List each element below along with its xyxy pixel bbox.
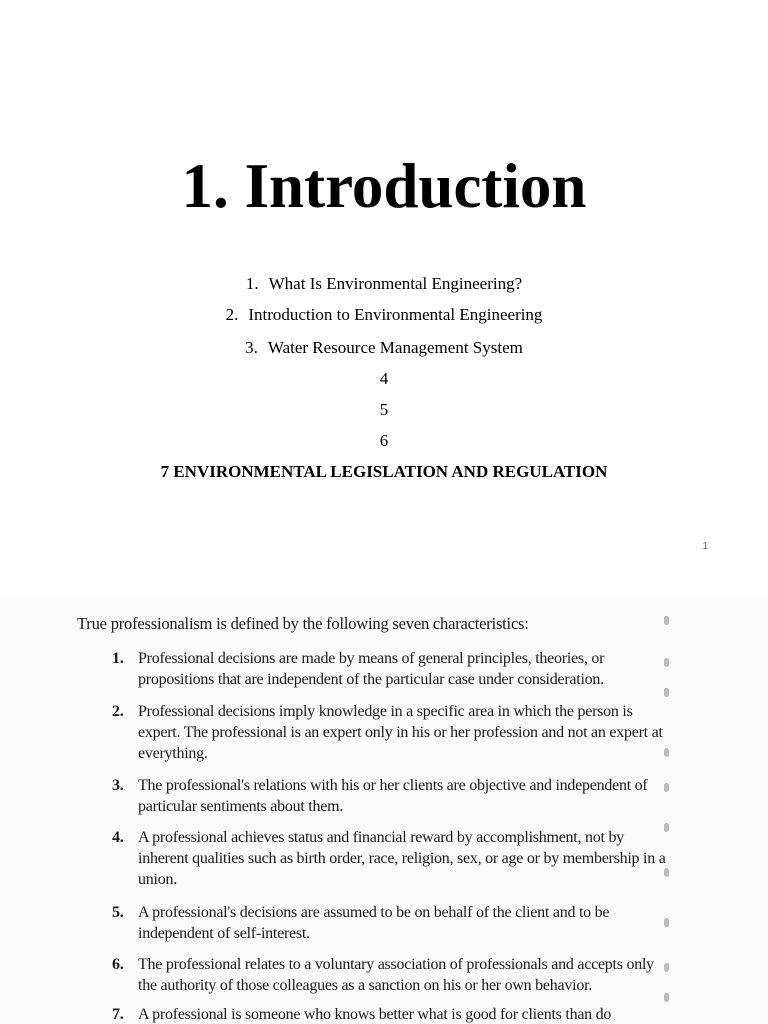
list-item-text: A professional achieves status and financial reward by accomplishment, not by inherent qualities such as birth order, race, religion, sex, or age or by membership in a union. (138, 829, 666, 888)
toc-label: What Is Environmental Engineering? (268, 274, 523, 293)
list-item-number: 5. (112, 904, 124, 921)
list-item-number: 3. (112, 777, 124, 794)
list-item-text: Professional decisions are made by means of general principles, theories, or propositions that are independent of the particular case under consideration. (138, 650, 605, 688)
list-item-text: A professional is someone who knows better what is good for clients than do (138, 1006, 612, 1023)
toc-item (0, 399, 768, 421)
list-item-number: 7. (112, 1006, 124, 1023)
toc-label: Water Resource Management System (267, 338, 523, 357)
list-item (112, 1004, 672, 1024)
list-item (112, 902, 672, 946)
toc-label: 6 (379, 431, 389, 450)
toc-label: 5 (379, 400, 389, 419)
list-item-text: Professional decisions imply knowledge in a specific area in which the person is expert. The professional is an expert only in his or her profession and not an expert at everything. (138, 703, 663, 762)
list-item-number: 6. (112, 956, 124, 973)
toc-number: 2. (225, 305, 239, 324)
toc-item (0, 368, 768, 390)
list-item (112, 701, 672, 767)
page-number: 1 (702, 541, 708, 552)
list-item (112, 827, 672, 893)
list-item-number: 1. (112, 650, 124, 667)
list-item-text: The professional relates to a voluntary association of professionals and accepts only the authority of those colleagues as a sanction on his or her own behavior. (138, 956, 654, 994)
scan-intro-text: True professionalism is defined by the following seven characteristics: (77, 614, 529, 633)
list-item (112, 775, 672, 819)
list-item-text: A professional's decisions are assumed to be on behalf of the client and to be independent of self-interest. (138, 904, 610, 942)
section-heading: 7 ENVIRONMENTAL LEGISLATION AND REGULATION (160, 462, 608, 481)
list-item-text: The professional's relations with his or her clients are objective and independent of particular sentiments about them. (138, 777, 648, 815)
toc-item (0, 430, 768, 452)
toc-item (0, 273, 768, 295)
scan-edge-artifacts (664, 598, 672, 1024)
page-title: 1. Introduction (181, 151, 587, 221)
toc-item (0, 304, 768, 326)
list-item-number: 4. (112, 829, 124, 846)
toc-label: 4 (379, 369, 389, 388)
list-item (112, 648, 672, 692)
toc-item (0, 337, 768, 359)
list-item (112, 954, 672, 998)
scanned-page-image (0, 598, 768, 1024)
toc-label: Introduction to Environmental Engineering (248, 305, 543, 324)
toc-number: 3. (245, 338, 258, 357)
toc-number: 1. (245, 274, 259, 293)
list-item-number: 2. (112, 703, 124, 720)
